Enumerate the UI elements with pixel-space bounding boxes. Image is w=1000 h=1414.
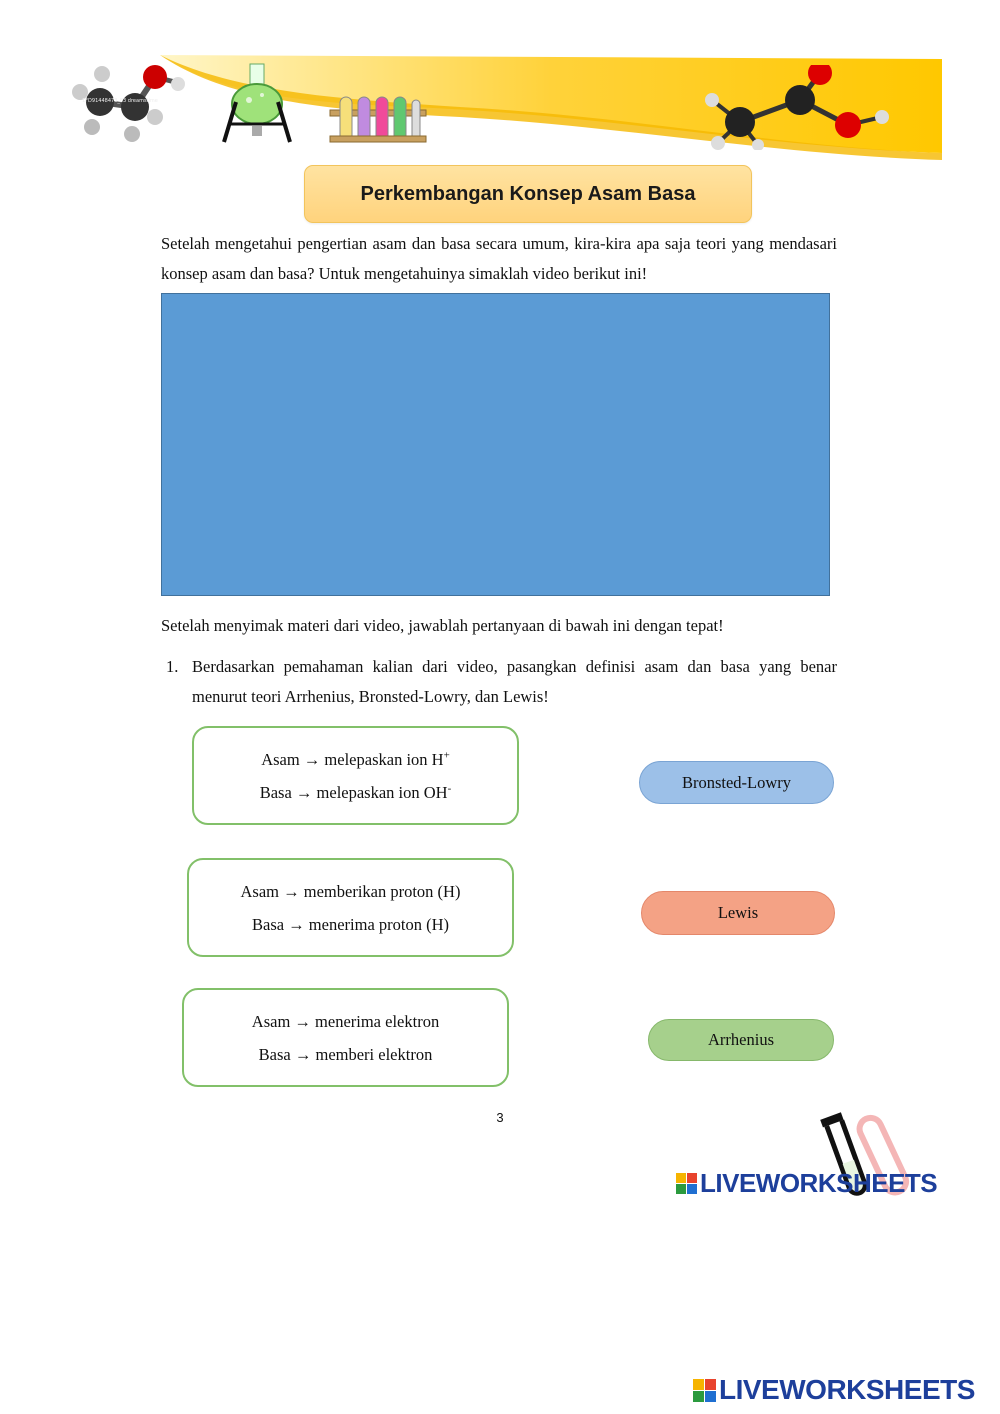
theory-pill-arrhenius[interactable]: Arrhenius <box>648 1019 834 1061</box>
intro-paragraph: Setelah mengetahui pengertian asam dan basa secara umum, kira-kira apa saja teori yang mendasari konsep asam dan basa? Untuk mengetahuinya simaklah video berikut ini! <box>161 234 837 283</box>
title-banner <box>304 165 752 223</box>
logo-text: LIVEWORKSHEETS <box>700 1168 938 1198</box>
definition-asam: Asam → menerima elektron <box>251 1011 440 1031</box>
molecule-right-icon <box>700 65 900 150</box>
instruction-paragraph: Setelah menyimak materi dari video, jawablah pertanyaan di bawah ini dengan tepat! <box>161 616 724 635</box>
definition-box-2[interactable] <box>187 858 514 957</box>
theory-pill-lewis[interactable]: Lewis <box>641 891 835 935</box>
definition-basa: Basa → menerima proton (H) <box>251 914 450 934</box>
test-tubes-icon <box>328 92 428 144</box>
page-title: Perkembangan Konsep Asam Basa <box>360 182 696 205</box>
page-number: 3 <box>496 1110 504 1125</box>
definition-asam: Asam → melepaskan ion H+ <box>261 749 450 769</box>
definition-box-1[interactable] <box>192 726 519 825</box>
video-player[interactable] <box>161 293 830 596</box>
logo-squares-icon <box>693 1379 716 1402</box>
watermark-text: 1FD91448473_83 dreamstime <box>82 98 158 104</box>
logo-text: LIVEWORKSHEETS <box>719 1374 975 1405</box>
liveworksheets-footer-logo[interactable] <box>693 1374 975 1406</box>
definition-box-3[interactable] <box>182 988 509 1087</box>
logo-squares-icon <box>676 1173 697 1194</box>
definition-basa: Basa → memberi elektron <box>258 1044 433 1064</box>
liveworksheets-logo <box>676 1168 937 1199</box>
theory-pill-bronsted-lowry[interactable]: Bronsted-Lowry <box>639 761 834 804</box>
question-number: 1. <box>166 657 179 676</box>
definition-asam: Asam → memberikan proton (H) <box>240 881 461 901</box>
definition-basa: Basa → melepaskan ion OH- <box>259 782 452 802</box>
flask-icon <box>214 62 299 144</box>
question-text: Berdasarkan pemahaman kalian dari video, pasangkan definisi asam dan basa yang benar menurut teori Arrhenius, Bronsted-Lowry, dan Lewis! <box>192 657 837 706</box>
